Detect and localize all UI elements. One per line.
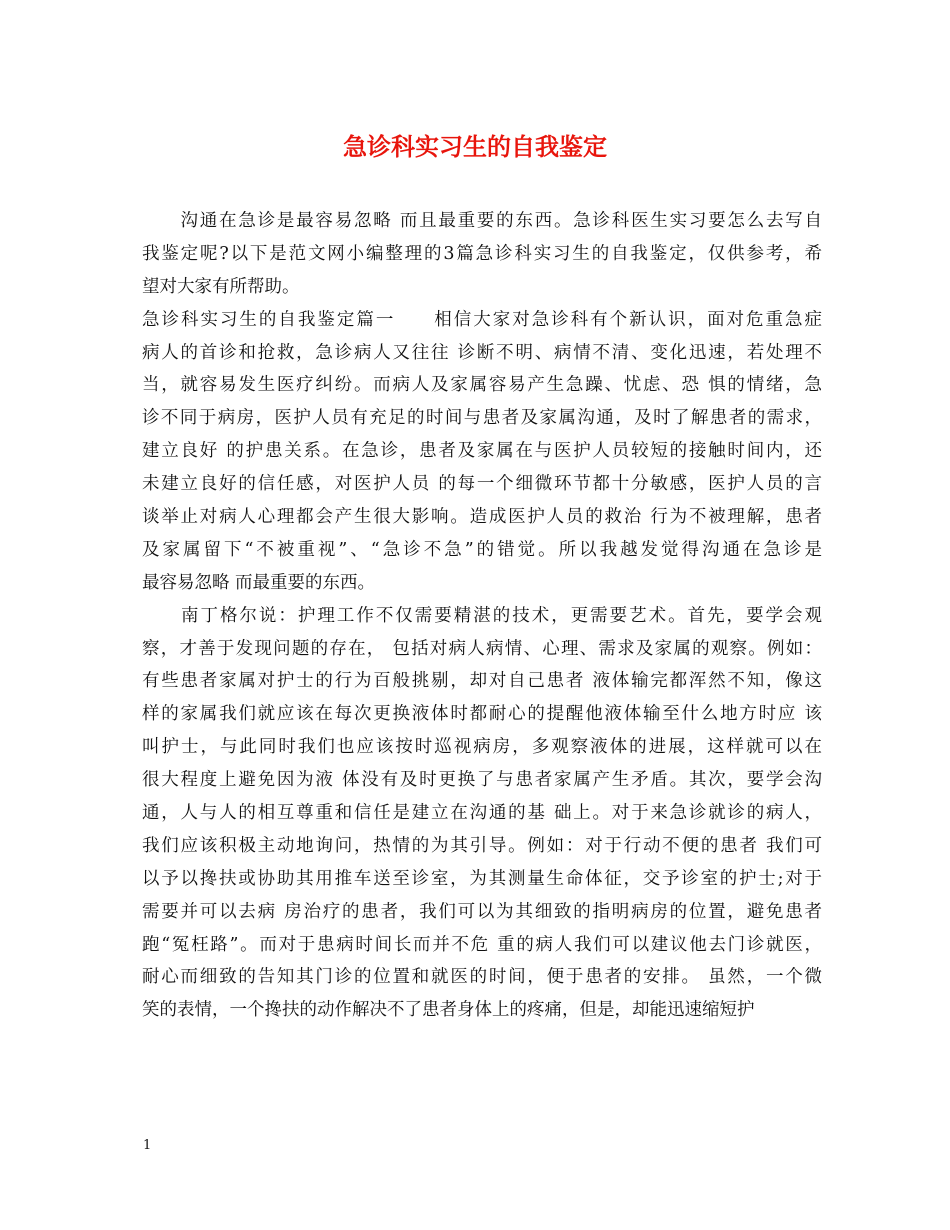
body-line: 察，才善于发现问题的存在， 包括对病人病情、心理、需求及家属的观察。例如： [142, 638, 822, 659]
body-line: 南丁格尔说：护理工作不仅需要精湛的技术，更需要艺术。首先，要学会观 [142, 605, 822, 626]
body-line: 以予以搀扶或协助其用推车送至诊室，为其测量生命体征，交予诊室的护士;对于 [142, 868, 822, 889]
body-line: 需要并可以去病 房治疗的患者，我们可以为其细致的指明病房的位置，避免患者 [142, 901, 822, 922]
body-line: 样的家属我们就应该在每次更换液体时都耐心的提醒他液体输至什么地方时应 该 [142, 704, 822, 725]
body-line: 病人的首诊和抢救，急诊病人又往往 诊断不明、病情不清、变化迅速，若处理不 [142, 342, 822, 363]
body-line: 急诊科实习生的自我鉴定篇一 相信大家对急诊科有个新认识，面对危重急症 [142, 309, 822, 330]
body-line: 我们应该积极主动地询问，热情的为其引导。例如：对于行动不便的患者 我们可 [142, 835, 822, 856]
body-line: 我鉴定呢?以下是范文网小编整理的3篇急诊科实习生的自我鉴定，仅供参考，希 [142, 243, 822, 264]
body-line: 叫护士，与此同时我们也应该按时巡视病房，多观察液体的进展，这样就可以在 [142, 737, 822, 758]
body-line: 跑“冤枉路”。而对于患病时间长而并不危 重的病人我们可以建议他去门诊就医， [142, 934, 822, 955]
body-line: 最容易忽略 而最重要的东西。 [142, 572, 376, 593]
body-line: 有些患者家属对护士的行为百般挑剔，却对自己患者 液体输完都浑然不知，像这 [142, 671, 822, 692]
body-line: 很大程度上避免因为液 体没有及时更换了与患者家属产生矛盾。其次，要学会沟 [142, 770, 822, 791]
body-line: 未建立良好的信任感，对医护人员 的每一个细微环节都十分敏感，医护人员的言 [142, 474, 822, 495]
body-line: 笑的表情，一个搀扶的动作解决不了患者身体上的疼痛，但是，却能迅速缩短护 [142, 1000, 755, 1021]
body-line: 沟通在急诊是最容易忽略 而且最重要的东西。急诊科医生实习要怎么去写自 [142, 211, 822, 231]
body-line: 谈举止对病人心理都会产生很大影响。造成医护人员的救治 行为不被理解，患者 [142, 507, 822, 528]
body-line: 望对大家有所帮助。 [142, 276, 300, 297]
document-body [142, 205, 822, 1027]
body-line: 诊不同于病房，医护人员有充足的时间与患者及家属沟通，及时了解患者的需求， [142, 408, 822, 429]
document-title: 急诊科实习生的自我鉴定 [343, 132, 607, 161]
body-line: 通，人与人的相互尊重和信任是建立在沟通的基 础上。对于来急诊就诊的病人， [142, 803, 822, 824]
body-line: 耐心而细致的告知其门诊的位置和就医的时间，便于患者的安排。 虽然，一个微 [142, 967, 822, 988]
body-line: 及家属留下“不被重视”、“急诊不急”的错觉。所以我越发觉得沟通在急诊是 [142, 539, 822, 560]
page-number: 1 [143, 1138, 152, 1153]
body-line: 当，就容易发生医疗纠纷。而病人及家属容易产生急躁、忧虑、恐 惧的情绪，急 [142, 375, 822, 396]
body-line: 建立良好 的护患关系。在急诊，患者及家属在与医护人员较短的接触时间内，还 [142, 441, 822, 462]
